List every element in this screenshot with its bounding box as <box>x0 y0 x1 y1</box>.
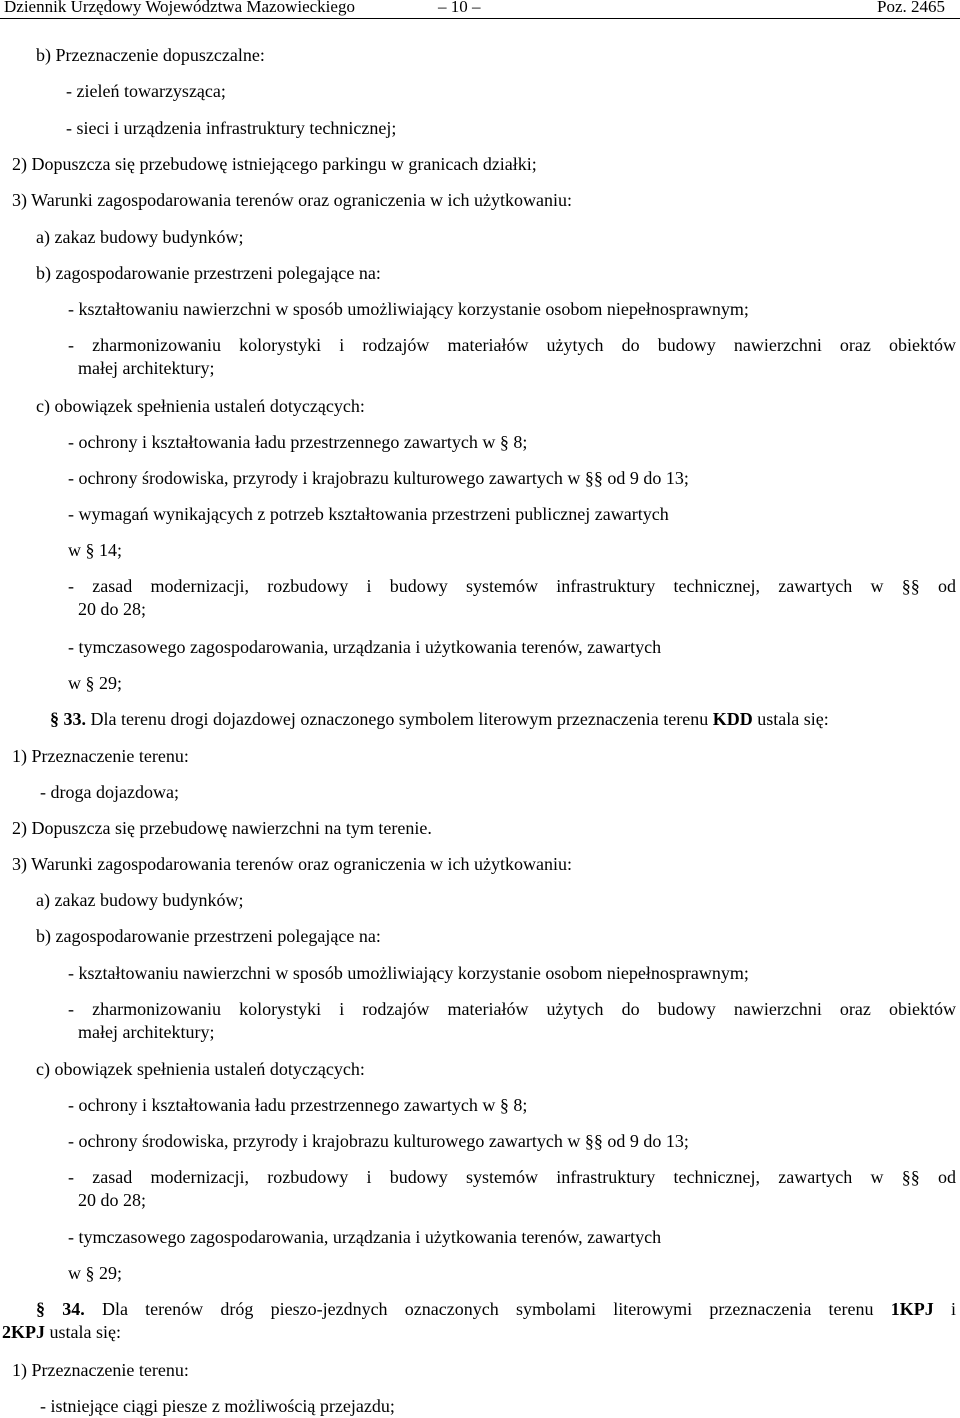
paragraph-34-heading: § 34. Dla terenów dróg pieszo-jezdnych oznaczonych symbolami literowymi przeznaczenia terenu 1KPJ i <box>36 1299 956 1319</box>
text-line: b) zagospodarowanie przestrzeni polegające na: <box>36 263 381 283</box>
page-header <box>0 0 960 19</box>
text-line: 3) Warunki zagospodarowania terenów oraz ograniczenia w ich użytkowaniu: <box>12 854 573 874</box>
text-line: a) zakaz budowy budynków; <box>36 890 244 910</box>
text-line: - sieci i urządzenia infrastruktury technicznej; <box>66 118 397 138</box>
text-line: 20 do 28; <box>78 599 147 619</box>
text-line: c) obowiązek spełnienia ustaleń dotyczących: <box>36 396 365 416</box>
text-line: c) obowiązek spełnienia ustaleń dotyczących: <box>36 1059 365 1079</box>
page-number: – 10 – <box>438 0 481 16</box>
text-line: małej architektury; <box>78 358 215 378</box>
text-line: w § 14; <box>68 540 122 560</box>
text-line: a) zakaz budowy budynków; <box>36 227 244 247</box>
text-line: - ochrony i kształtowania ładu przestrzennego zawartych w § 8; <box>68 1095 528 1115</box>
text-line: - zasad modernizacji, rozbudowy i budowy systemów infrastruktury technicznej, zawartych w §§ od <box>68 1167 956 1187</box>
text-line: w § 29; <box>68 673 122 693</box>
text-line: - zharmonizowaniu kolorystyki i rodzajów materiałów użytych do budowy nawierzchni oraz obiektów <box>68 335 956 355</box>
journal-title: Dziennik Urzędowy Województwa Mazowieckiego <box>4 0 355 16</box>
text-line: 2) Dopuszcza się przebudowę istniejącego parkingu w granicach działki; <box>12 154 537 174</box>
text-line: - tymczasowego zagospodarowania, urządzania i użytkowania terenów, zawartych <box>68 1227 662 1247</box>
text-line: - ochrony środowiska, przyrody i krajobrazu kulturowego zawartych w §§ od 9 do 13; <box>68 1131 689 1151</box>
text-line: w § 29; <box>68 1263 122 1283</box>
text-line: - kształtowaniu nawierzchni w sposób umożliwiający korzystanie osobom niepełnosprawnym; <box>68 963 749 983</box>
text-line: - zharmonizowaniu kolorystyki i rodzajów materiałów użytych do budowy nawierzchni oraz obiektów <box>68 999 956 1019</box>
text-line: - kształtowaniu nawierzchni w sposób umożliwiający korzystanie osobom niepełnosprawnym; <box>68 299 749 319</box>
text-line: - droga dojazdowa; <box>40 782 179 802</box>
text-line: 3) Warunki zagospodarowania terenów oraz ograniczenia w ich użytkowaniu: <box>12 190 573 210</box>
text-line: 2) Dopuszcza się przebudowę nawierzchni na tym terenie. <box>12 818 432 838</box>
text-line: 1) Przeznaczenie terenu: <box>12 746 189 766</box>
text-line: b) zagospodarowanie przestrzeni polegające na: <box>36 926 381 946</box>
text-line: - wymagań wynikających z potrzeb kształtowania przestrzeni publicznej zawartych <box>68 504 669 524</box>
paragraph-34-heading-cont: 2KPJ ustala się: <box>2 1322 121 1342</box>
text-line: - ochrony środowiska, przyrody i krajobrazu kulturowego zawartych w §§ od 9 do 13; <box>68 468 689 488</box>
text-line: 1) Przeznaczenie terenu: <box>12 1360 189 1380</box>
text-line: 20 do 28; <box>78 1190 147 1210</box>
item-number: Poz. 2465 <box>877 0 945 16</box>
text-line: - zasad modernizacji, rozbudowy i budowy systemów infrastruktury technicznej, zawartych w §§ od <box>68 576 956 596</box>
paragraph-33-heading: § 33. Dla terenu drogi dojazdowej oznaczonego symbolem literowym przeznaczenia terenu KDD ustala się: <box>50 709 829 729</box>
text-line: - istniejące ciągi piesze z możliwością przejazdu; <box>40 1396 395 1416</box>
text-line: małej architektury; <box>78 1022 215 1042</box>
text-line: - ochrony i kształtowania ładu przestrzennego zawartych w § 8; <box>68 432 528 452</box>
text-line: - zieleń towarzysząca; <box>66 81 226 101</box>
text-line: - tymczasowego zagospodarowania, urządzania i użytkowania terenów, zawartych <box>68 637 662 657</box>
text-line: b) Przeznaczenie dopuszczalne: <box>36 45 265 65</box>
